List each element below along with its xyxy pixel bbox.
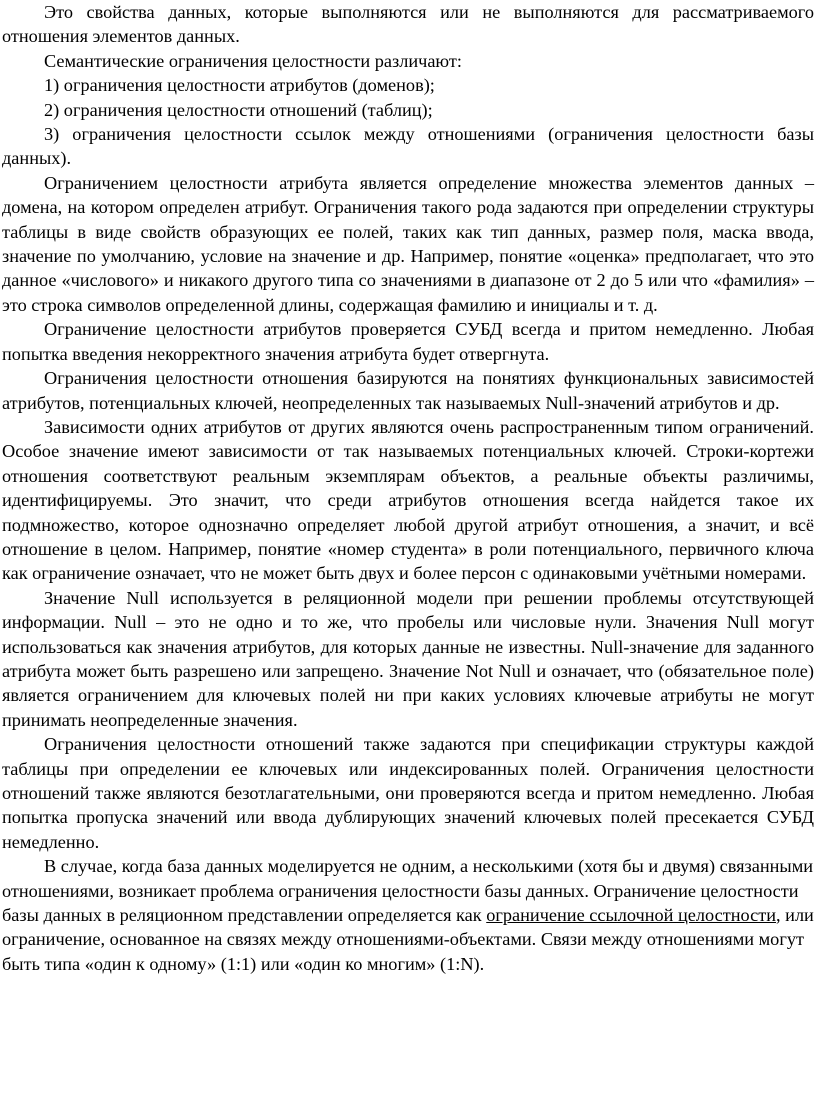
paragraph-attribute-check: Ограничение целостности атрибутов проверяется СУБД всегда и притом немедленно. Любая попытка введения некорректного значения атрибута будет отвергнута. [2, 319, 814, 364]
paragraph-null-value: Значение Null используется в реляционной модели при решении проблемы отсутствующей информации. Null – это не одно и то же, что пробелы или числовые нули. Значения Null могут использоваться как значения атрибутов, для которых данные не известны. Null-значение для заданного атрибута может быть разрешено или запрещено. Значение Not Null и означает, что (обязательное поле) является ограничением для ключевых полей ни при каких условиях ключевые атрибуты не могут принимать неопределенные значения. [2, 587, 814, 730]
paragraph-relation-integrity: Ограничения целостности отношений также задаются при спецификации структуры каждой таблицы при определении ее ключевых или индексированных полей. Ограничения целостности отношений также являются безотлагательными, они проверяются всегда и притом немедленно. Любая попытка пропуска значений или ввода дублирующих значений ключевых полей пресекается СУБД немедленно. [2, 734, 814, 852]
paragraph-intro: Это свойства данных, которые выполняются или не выполняются для рассматриваемого отношения элементов данных. [2, 2, 814, 47]
paragraph-dependencies: Зависимости одних атрибутов от других являются очень распространенным типом ограничений. Особое значение имеют зависимости от так называемых потенциальных ключей. Строки-кортежи отношения соответствуют реальным экземплярам объектов, а реальные объекты различимы, идентифицируемы. Это значит, что среди атрибутов отношения всегда найдется такое их подмножество, которое однозначно определяет любой другой атрибут отношения, а значит, и всё отношение в целом. Например, понятие «номер студента» в роли потенциального, первичного ключа как ограничение означает, что не может быть двух и более персон с одинаковыми учётными номерами. [2, 416, 814, 584]
paragraph-semantic-constraints: Семантические ограничения целостности различают: [44, 50, 462, 71]
db-integrity-text-before: В случае, когда база данных моделируется не одним, а несколькими (хотя бы и двумя) связанными отношениями, возникает проблема ограничения целостности базы данных. Ограничение целостности базы данных в реляционном представлении определяется как [2, 856, 814, 926]
paragraph-attribute-constraint: Ограничением целостности атрибута является определение множества элементов данных – домена, на котором определен атрибут. Ограничения такого рода задаются при определении структуры таблицы в виде свойств образующих ее полей, таких как тип данных, размер поля, маска ввода, значение по умолчанию, условие на значение и др. Например, понятие «оценка» предполагает, что это данное «числового» и никакого другого типа со значениями в диапазоне от 2 до 5 или что «фамилия» – это строка символов определенной длины, содержащая фамилию и инициалы и т. д. [2, 172, 814, 315]
referential-integrity-term: ограничение ссылочной целостности [486, 905, 777, 926]
paragraph-database-integrity [2, 854, 814, 976]
paragraph-relation-constraints: Ограничения целостности отношения базируются на понятиях функциональных зависимостей атрибутов, потенциальных ключей, неопределенных так называемых Null-значений атрибутов и др. [2, 368, 814, 413]
db-integrity-text-after: , или ограничение, основанное на связях между отношениями-объектами. Связи между отношениями могут быть типа «один к одному» (1:1) или «один ко многим» (1:N). [2, 905, 814, 974]
list-item-references: 3) ограничения целостности ссылок между отношениями (ограничения целостности базы данных). [2, 124, 814, 169]
list-item-relations: 2) ограничения целостности отношений (таблиц); [44, 99, 433, 120]
list-item-attributes: 1) ограничения целостности атрибутов (доменов); [44, 75, 435, 96]
